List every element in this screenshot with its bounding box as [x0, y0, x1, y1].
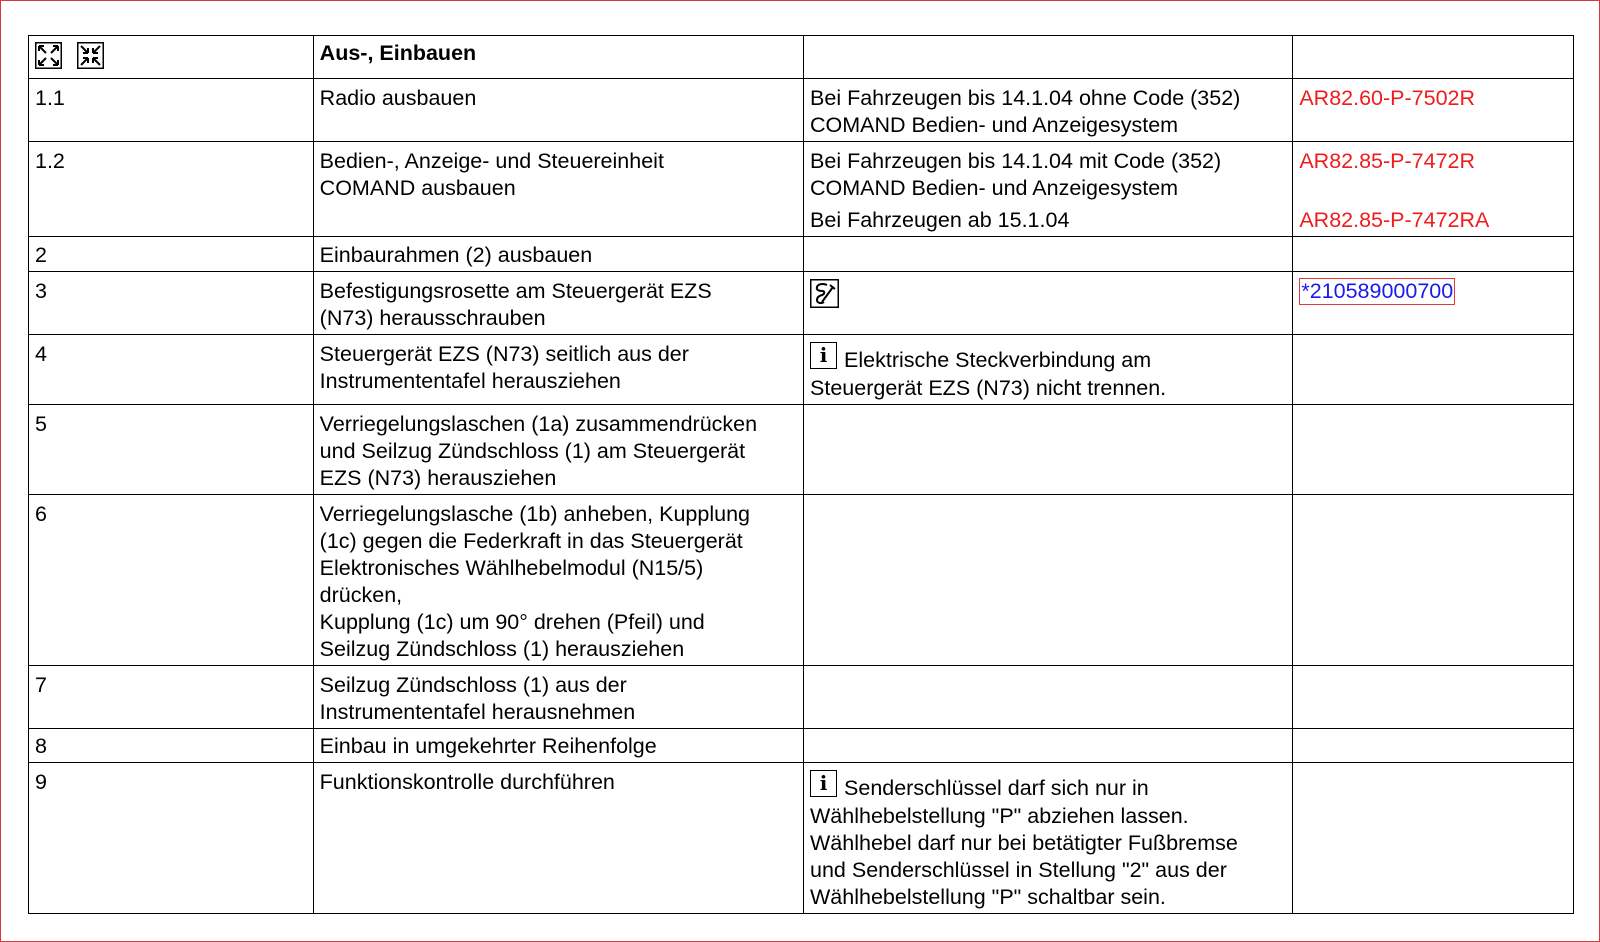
table-row: [29, 272, 1574, 335]
procedure-sheet: [28, 35, 1574, 914]
step-reference: [1293, 237, 1574, 272]
step-action: Einbau in umgekehrter Reihenfolge: [313, 729, 803, 763]
step-number: 3: [29, 272, 314, 335]
step-number: 1.1: [29, 79, 314, 142]
header-row: [29, 36, 1574, 79]
step-note: i Elektrische Steckverbindung am Steuergerät EZS (N73) nicht trennen.: [804, 335, 1293, 405]
step-number: 9: [29, 763, 314, 914]
section-title: Aus-, Einbauen: [313, 36, 803, 79]
step-note: [804, 666, 1293, 729]
step-action: Funktionskontrolle durchführen: [313, 763, 803, 914]
step-action: Seilzug Zündschloss (1) aus der Instrumententafel herausnehmen: [313, 666, 803, 729]
reference-link[interactable]: AR82.85-P-7472R: [1299, 149, 1476, 173]
table-row: [29, 729, 1574, 763]
step-note: Bei Fahrzeugen bis 14.1.04 ohne Code (352) COMAND Bedien- und Anzeigesystem: [804, 79, 1293, 142]
info-icon: i: [810, 342, 837, 369]
step-action: Steuergerät EZS (N73) seitlich aus der Instrumententafel herausziehen: [313, 335, 803, 405]
step-reference: [1293, 763, 1574, 914]
header-empty-cell: [804, 36, 1293, 79]
step-action: Verriegelungslasche (1b) anheben, Kupplung (1c) gegen die Federkraft in das Steuergerät Elektronisches Wählhebelmodul (N15/5) drücken, Kupplung (1c) um 90° drehen (Pfeil) und Seilzug Zündschloss (1) herausziehen: [313, 495, 803, 666]
table-row: [29, 335, 1574, 405]
tool-icon[interactable]: [810, 279, 839, 315]
table-row: [29, 666, 1574, 729]
table-row: [29, 79, 1574, 142]
step-reference: [1293, 272, 1574, 335]
step-reference: [1293, 729, 1574, 763]
step-action: Einbaurahmen (2) ausbauen: [313, 237, 803, 272]
step-reference: [1293, 142, 1574, 237]
step-note: [804, 237, 1293, 272]
table-row: [29, 495, 1574, 666]
step-number: 2: [29, 237, 314, 272]
header-icons-cell: [29, 36, 314, 79]
step-note: [804, 729, 1293, 763]
step-reference: [1293, 79, 1574, 142]
step-note: [804, 405, 1293, 495]
step-note: [804, 495, 1293, 666]
table-row: [29, 237, 1574, 272]
table-row: [29, 405, 1574, 495]
info-icon: i: [810, 770, 837, 797]
step-note: i Senderschlüssel darf sich nur in Wählhebelstellung "P" abziehen lassen. Wählhebel darf nur bei betätigter Fußbremse und Senderschlüssel in Stellung "2" aus der Wählhebelstellung "P" schaltbar sein.: [804, 763, 1293, 914]
step-reference: [1293, 666, 1574, 729]
reference-link[interactable]: AR82.60-P-7502R: [1299, 86, 1476, 110]
expand-icon[interactable]: [35, 42, 62, 76]
part-number-link[interactable]: *210589000700: [1301, 279, 1454, 303]
step-action: Verriegelungslaschen (1a) zusammendrücken und Seilzug Zündschloss (1) am Steuergerät EZS (N73) herausziehen: [313, 405, 803, 495]
step-number: 7: [29, 666, 314, 729]
step-reference: [1293, 495, 1574, 666]
table-row: [29, 763, 1574, 914]
step-number: 4: [29, 335, 314, 405]
step-action: Radio ausbauen: [313, 79, 803, 142]
step-number: 6: [29, 495, 314, 666]
collapse-icon[interactable]: [77, 42, 104, 76]
step-number: 5: [29, 405, 314, 495]
step-action: Befestigungsrosette am Steuergerät EZS (N73) herausschrauben: [313, 272, 803, 335]
reference-link[interactable]: AR82.85-P-7472RA: [1299, 208, 1490, 232]
step-number: 8: [29, 729, 314, 763]
procedure-table: [28, 35, 1574, 914]
step-note: [804, 272, 1293, 335]
header-empty-cell: [1293, 36, 1574, 79]
step-reference: [1293, 405, 1574, 495]
table-row: [29, 142, 1574, 237]
step-action: Bedien-, Anzeige- und Steuereinheit COMAND ausbauen: [313, 142, 803, 237]
step-number: 1.2: [29, 142, 314, 237]
step-reference: [1293, 335, 1574, 405]
step-note: Bei Fahrzeugen bis 14.1.04 mit Code (352) COMAND Bedien- und Anzeigesystem Bei Fahrzeugen ab 15.1.04: [804, 142, 1293, 237]
